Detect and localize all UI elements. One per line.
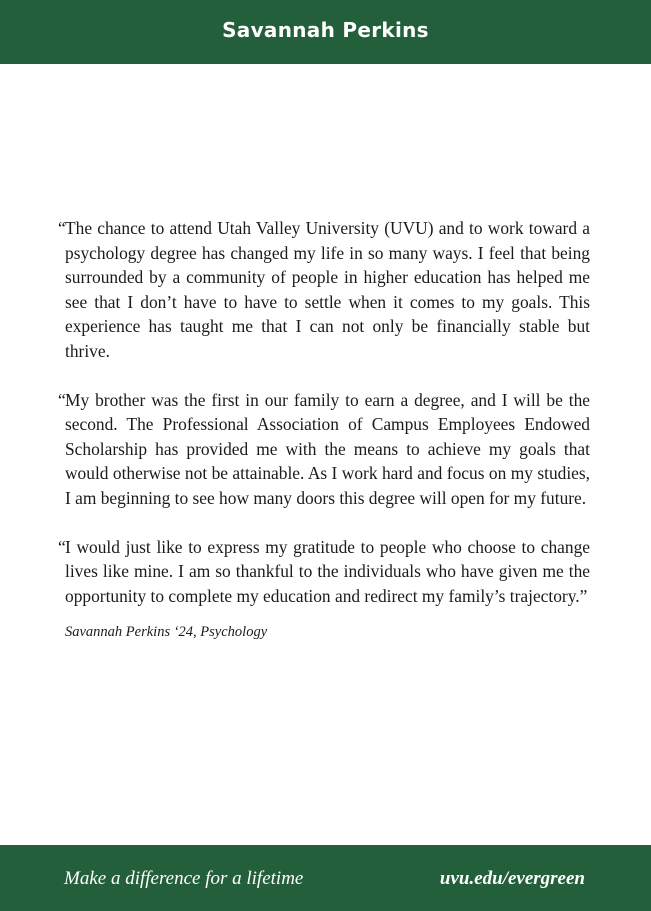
open-quote-mark: “	[58, 218, 66, 238]
quote-text: I would just like to express my gratitude to people who choose to change lives like mine. I am so thankful to the individuals who have given me the opportunity to complete my education and redirect my family’s trajectory.”	[65, 536, 590, 606]
open-quote-mark: “	[58, 389, 66, 410]
quote-paragraph-2	[58, 388, 590, 511]
page-title: Savannah Perkins	[222, 18, 429, 42]
quote-text: My brother was the first in our family to earn a degree, and I will be the second. The Professional Association of Campus Employees Endowed Scholarship has provided me with the means to achieve my goals that would otherwise not be attainable. As I work hard and focus on my studies, I am beginning to see how many doors this degree will open for my future.	[65, 389, 590, 508]
open-quote-mark: “	[58, 536, 66, 557]
quote-paragraph-3	[58, 535, 590, 609]
quote-text: The chance to attend Utah Valley University (UVU) and to work toward a psychology degree has changed my life in so many ways. I feel that being surrounded by a community of people in higher education has helped me see that I don’t have to have to settle when it comes to my goals. This experience has taught me that I can not only be financially stable but thrive.	[65, 218, 590, 361]
quote-paragraph-1	[58, 216, 590, 364]
testimonial-content	[58, 216, 590, 641]
footer-tagline: Make a difference for a lifetime	[64, 868, 304, 889]
footer-banner	[0, 845, 651, 911]
header-banner	[0, 0, 651, 64]
attribution: Savannah Perkins ‘24, Psychology	[65, 624, 268, 641]
footer-url-link[interactable]: uvu.edu/evergreen	[439, 868, 585, 889]
